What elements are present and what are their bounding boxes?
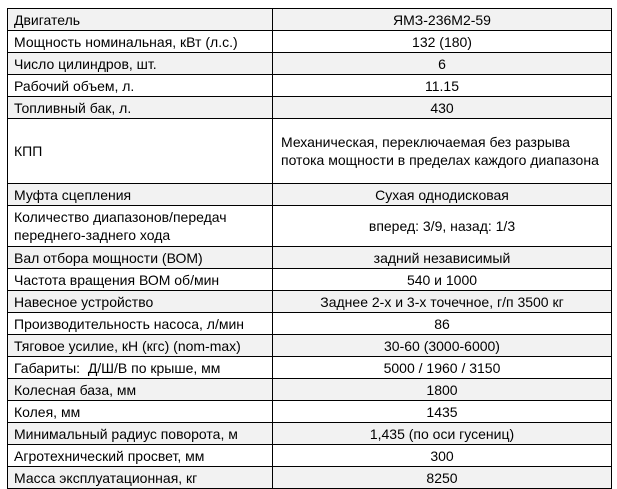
table-row <box>8 75 612 97</box>
row-label: Количество диапазонов/передач переднего-заднего хода <box>8 206 273 247</box>
table-row <box>8 401 612 423</box>
row-label: Минимальный радиус поворота, м <box>8 423 273 445</box>
row-value: 1800 <box>273 379 612 401</box>
row-value: Сухая однодисковая <box>273 184 612 206</box>
row-label: Муфта сцепления <box>8 184 273 206</box>
spec-table-container <box>7 8 611 489</box>
row-label: Габариты: Д/Ш/В по крыше, мм <box>8 357 273 379</box>
table-row <box>8 357 612 379</box>
row-value: 86 <box>273 313 612 335</box>
table-row <box>8 467 612 489</box>
row-value: 30-60 (3000-6000) <box>273 335 612 357</box>
row-label: Топливный бак, л. <box>8 97 273 119</box>
row-value: ЯМЗ-236М2-59 <box>273 9 612 31</box>
table-row <box>8 445 612 467</box>
table-row <box>8 291 612 313</box>
row-value: вперед: 3/9, назад: 1/3 <box>273 206 612 247</box>
table-row <box>8 247 612 269</box>
row-value: 8250 <box>273 467 612 489</box>
row-value: 5000 / 1960 / 3150 <box>273 357 612 379</box>
row-value: 540 и 1000 <box>273 269 612 291</box>
row-label: КПП <box>8 119 273 184</box>
row-value: 430 <box>273 97 612 119</box>
row-value: 11.15 <box>273 75 612 97</box>
row-value: задний независимый <box>273 247 612 269</box>
row-value: 1,435 (по оси гусениц) <box>273 423 612 445</box>
row-label: Навесное устройство <box>8 291 273 313</box>
table-row <box>8 53 612 75</box>
table-row <box>8 97 612 119</box>
row-value: 300 <box>273 445 612 467</box>
table-row <box>8 335 612 357</box>
table-row <box>8 119 612 184</box>
specifications-table <box>7 8 612 489</box>
row-value: Механическая, переключаемая без разрыва потока мощности в пределах каждого диапазона <box>273 119 612 184</box>
row-label: Двигатель <box>8 9 273 31</box>
row-value: 6 <box>273 53 612 75</box>
table-row <box>8 313 612 335</box>
table-row <box>8 379 612 401</box>
row-label: Число цилиндров, шт. <box>8 53 273 75</box>
row-label: Вал отбора мощности (ВОМ) <box>8 247 273 269</box>
row-label: Производительность насоса, л/мин <box>8 313 273 335</box>
table-row <box>8 31 612 53</box>
row-label: Колея, мм <box>8 401 273 423</box>
row-value: 132 (180) <box>273 31 612 53</box>
row-label: Мощность номинальная, кВт (л.с.) <box>8 31 273 53</box>
table-row <box>8 184 612 206</box>
row-value: 1435 <box>273 401 612 423</box>
table-row <box>8 269 612 291</box>
row-label: Агротехнический просвет, мм <box>8 445 273 467</box>
row-label: Колесная база, мм <box>8 379 273 401</box>
row-label: Масса эксплуатационная, кг <box>8 467 273 489</box>
row-label: Рабочий объем, л. <box>8 75 273 97</box>
table-row <box>8 423 612 445</box>
table-row <box>8 206 612 247</box>
row-value: Заднее 2-х и 3-х точечное, г/п 3500 кг <box>273 291 612 313</box>
row-label: Тяговое усилие, кН (кгс) (nom-max) <box>8 335 273 357</box>
row-label: Частота вращения ВОМ об/мин <box>8 269 273 291</box>
table-row <box>8 9 612 31</box>
